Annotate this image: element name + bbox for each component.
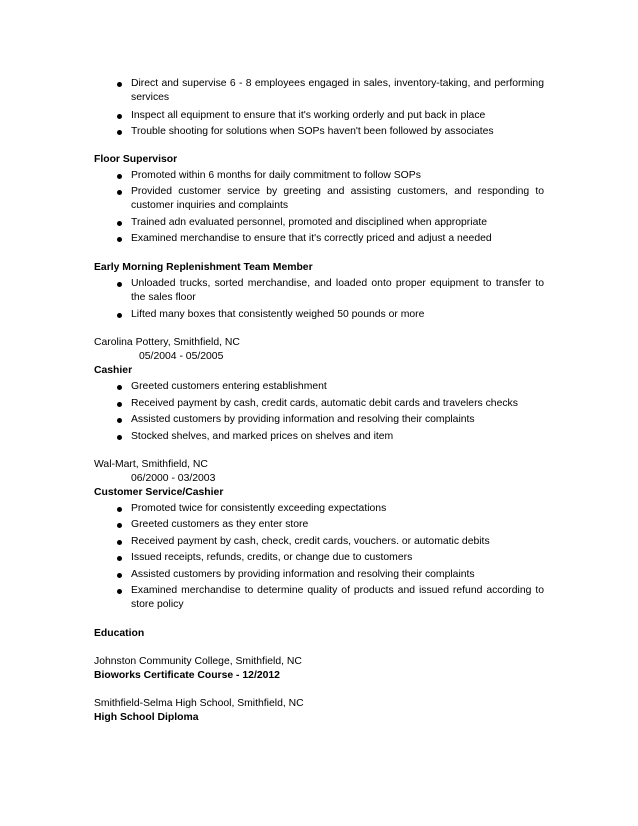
employment-dates: 05/2004 - 05/2005 (139, 351, 224, 362)
list-item: Lifted many boxes that consistently weighed 50 pounds or more (131, 309, 425, 320)
employment-dates: 06/2000 - 03/2003 (131, 473, 216, 484)
employer-name: Wal-Mart, Smithfield, NC (94, 459, 208, 470)
bullet-dot (117, 385, 122, 390)
credential: High School Diploma (94, 712, 199, 723)
list-item: Stocked shelves, and marked prices on shelves and item (131, 431, 394, 442)
list-item: Issued receipts, refunds, credits, or change due to customers (131, 552, 413, 563)
list-item: Examined merchandise to determine quality of products and issued refund according to store policy (131, 585, 544, 610)
list-item: Received payment by cash, credit cards, automatic debit cards and travelers checks (131, 398, 518, 409)
bullet-dot (117, 237, 122, 242)
bullet-dot (117, 402, 122, 407)
bullet-dot (117, 130, 122, 135)
job-title: Early Morning Replenishment Team Member (94, 262, 313, 273)
list-item: Direct and supervise 6 - 8 employees engaged in sales, inventory-taking, and performing services (131, 78, 544, 103)
bullet-dot (117, 435, 122, 440)
bullet-dot (117, 313, 122, 318)
bullet-dot (117, 190, 122, 195)
list-item: Promoted twice for consistently exceeding expectations (131, 503, 387, 514)
bullet-dot (117, 556, 122, 561)
list-item: Greeted customers as they enter store (131, 519, 309, 530)
list-item: Trouble shooting for solutions when SOPs haven't been followed by associates (131, 126, 494, 137)
job-title: Floor Supervisor (94, 154, 178, 165)
bullet-dot (117, 418, 122, 423)
employer-name: Carolina Pottery, Smithfield, NC (94, 337, 240, 348)
school-name: Johnston Community College, Smithfield, NC (94, 656, 302, 667)
list-item: Trained adn evaluated personnel, promoted and disciplined when appropriate (131, 217, 488, 228)
list-item: Unloaded trucks, sorted merchandise, and loaded onto proper equipment to transfer to the sales floor (131, 278, 544, 303)
list-item: Provided customer service by greeting and assisting customers, and responding to customer inquiries and complaints (131, 186, 544, 211)
school-name: Smithfield-Selma High School, Smithfield, NC (94, 698, 304, 709)
list-item: Assisted customers by providing information and resolving their complaints (131, 414, 475, 425)
section-heading-education: Education (94, 628, 145, 639)
credential: Bioworks Certificate Course - 12/2012 (94, 670, 280, 681)
list-item: Received payment by cash, check, credit cards, vouchers. or automatic debits (131, 536, 490, 547)
bullet-dot (117, 573, 122, 578)
list-item: Greeted customers entering establishment (131, 381, 327, 392)
bullet-dot (117, 540, 122, 545)
list-item: Inspect all equipment to ensure that it's working orderly and put back in place (131, 110, 486, 121)
job-title: Cashier (94, 365, 133, 376)
list-item: Promoted within 6 months for daily commitment to follow SOPs (131, 170, 421, 181)
list-item: Assisted customers by providing information and resolving their complaints (131, 569, 475, 580)
bullet-dot (117, 82, 122, 87)
bullet-dot (117, 523, 122, 528)
bullet-dot (117, 114, 122, 119)
bullet-dot (117, 507, 122, 512)
bullet-dot (117, 174, 122, 179)
bullet-dot (117, 282, 122, 287)
list-item: Examined merchandise to ensure that it's correctly priced and adjust a needed (131, 233, 492, 244)
bullet-dot (117, 589, 122, 594)
bullet-dot (117, 221, 122, 226)
job-title: Customer Service/Cashier (94, 487, 224, 498)
